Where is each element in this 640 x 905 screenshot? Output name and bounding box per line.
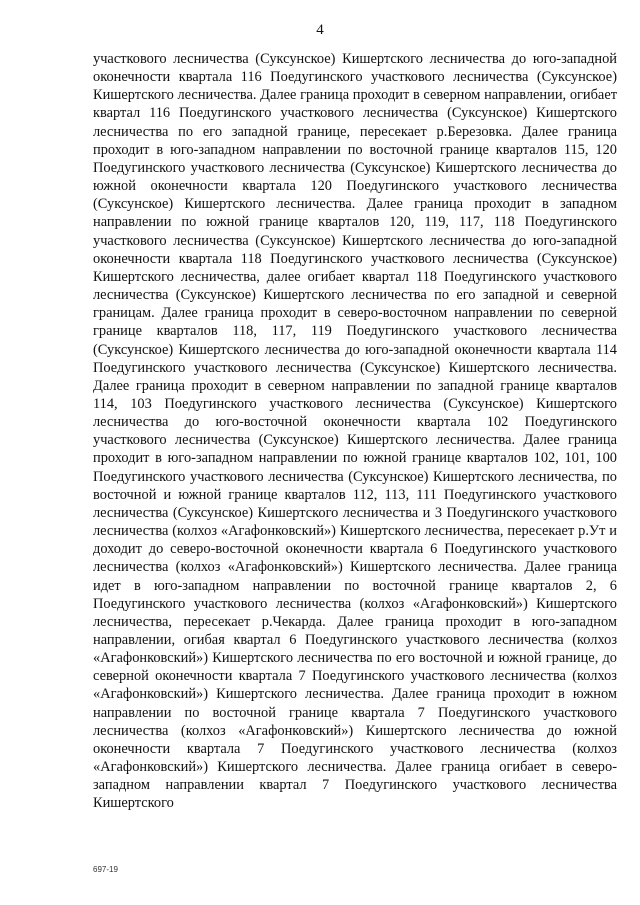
- body-text: участкового лесничества (Суксунское) Кишертского лесничества до юго-западной оконечности квартала 116 Поедугинского участкового лесничества (Суксунское) Кишертского лесничества. Далее граница проходит в северном направлении, огибает квартал 116 Поедугинского участкового лесничества (Суксунское) Кишертского лесничества по его западной границе, пересекает р.Березовка. Далее граница проходит в юго-западном направлении по восточной границе кварталов 115, 120 Поедугинского участкового лесничества (Суксунское) Кишертского лесничества до южной оконечности квартала 120 Поедугинского участкового лесничества (Суксунское) Кишертского лесничества. Далее граница проходит в западном направлении по южной границе кварталов 120, 119, 117, 118 Поедугинского участкового лесничества (Суксунское) Кишертского лесничества до юго-западной оконечности квартала 118 Поедугинского участкового лесничества (Суксунское) Кишертского лесничества, далее огибает квартал 118 Поедугинского участкового лесничества (Суксунское) Кишертского лесничества по его западной и северной границам. Далее граница проходит в северо-восточном направлении по северной границе кварталов 118, 117, 119 Поедугинского участкового лесничества (Суксунское) Кишертского лесничества до юго-западной оконечности квартала 114 Поедугинского участкового лесничества (Суксунское) Кишертского лесничества. Далее граница проходит в северном направлении по западной границе кварталов 114, 103 Поедугинского участкового лесничества (Суксунское) Кишертского лесничества до юго-восточной оконечности квартала 102 Поедугинского участкового лесничества (Суксунское) Кишертского лесничества. Далее граница проходит в юго-западном направлении по южной границе кварталов 102, 101, 100 Поедугинского участкового лесничества (Суксунское) Кишертского лесничества, по восточной и южной границе кварталов 112, 113, 111 Поедугинского участкового лесничества (Суксунское) Кишертского лесничества и 3 Поедугинского участкового лесничества (колхоз «Агафонковский») Кишертского лесничества, пересекает р.Ут и доходит до северо-восточной оконечности квартала 6 Поедугинского участкового лесничества (колхоз «Агафонковский») Кишертского лесничества. Далее граница идет в юго-западном направлении по восточной границе кварталов 2, 6 Поедугинского участкового лесничества (колхоз «Агафонковский») Кишертского лесничества, пересекает р.Чекарда. Далее граница проходит в юго-западном направлении, огибая квартал 6 Поедугинского участкового лесничества (колхоз «Агафонковский») Кишертского лесничества по его восточной и южной границе, до северной оконечности квартала 7 Поедугинского участкового лесничества (колхоз «Агафонковский») Кишертского лесничества. Далее граница проходит в южном направлении по восточной границе квартала 7 Поедугинского участкового лесничества (колхоз «Агафонковский») Кишертского лесничества до южной оконечности квартала 7 Поедугинского участкового лесничества (колхоз «Агафонковский») Кишертского лесничества. Далее граница огибает в северо-западном направлении квартал 7 Поедугинского участкового лесничества Кишертского: [93, 51, 617, 812]
- document-code: 697-19: [93, 865, 118, 874]
- page-number: 4: [316, 22, 324, 38]
